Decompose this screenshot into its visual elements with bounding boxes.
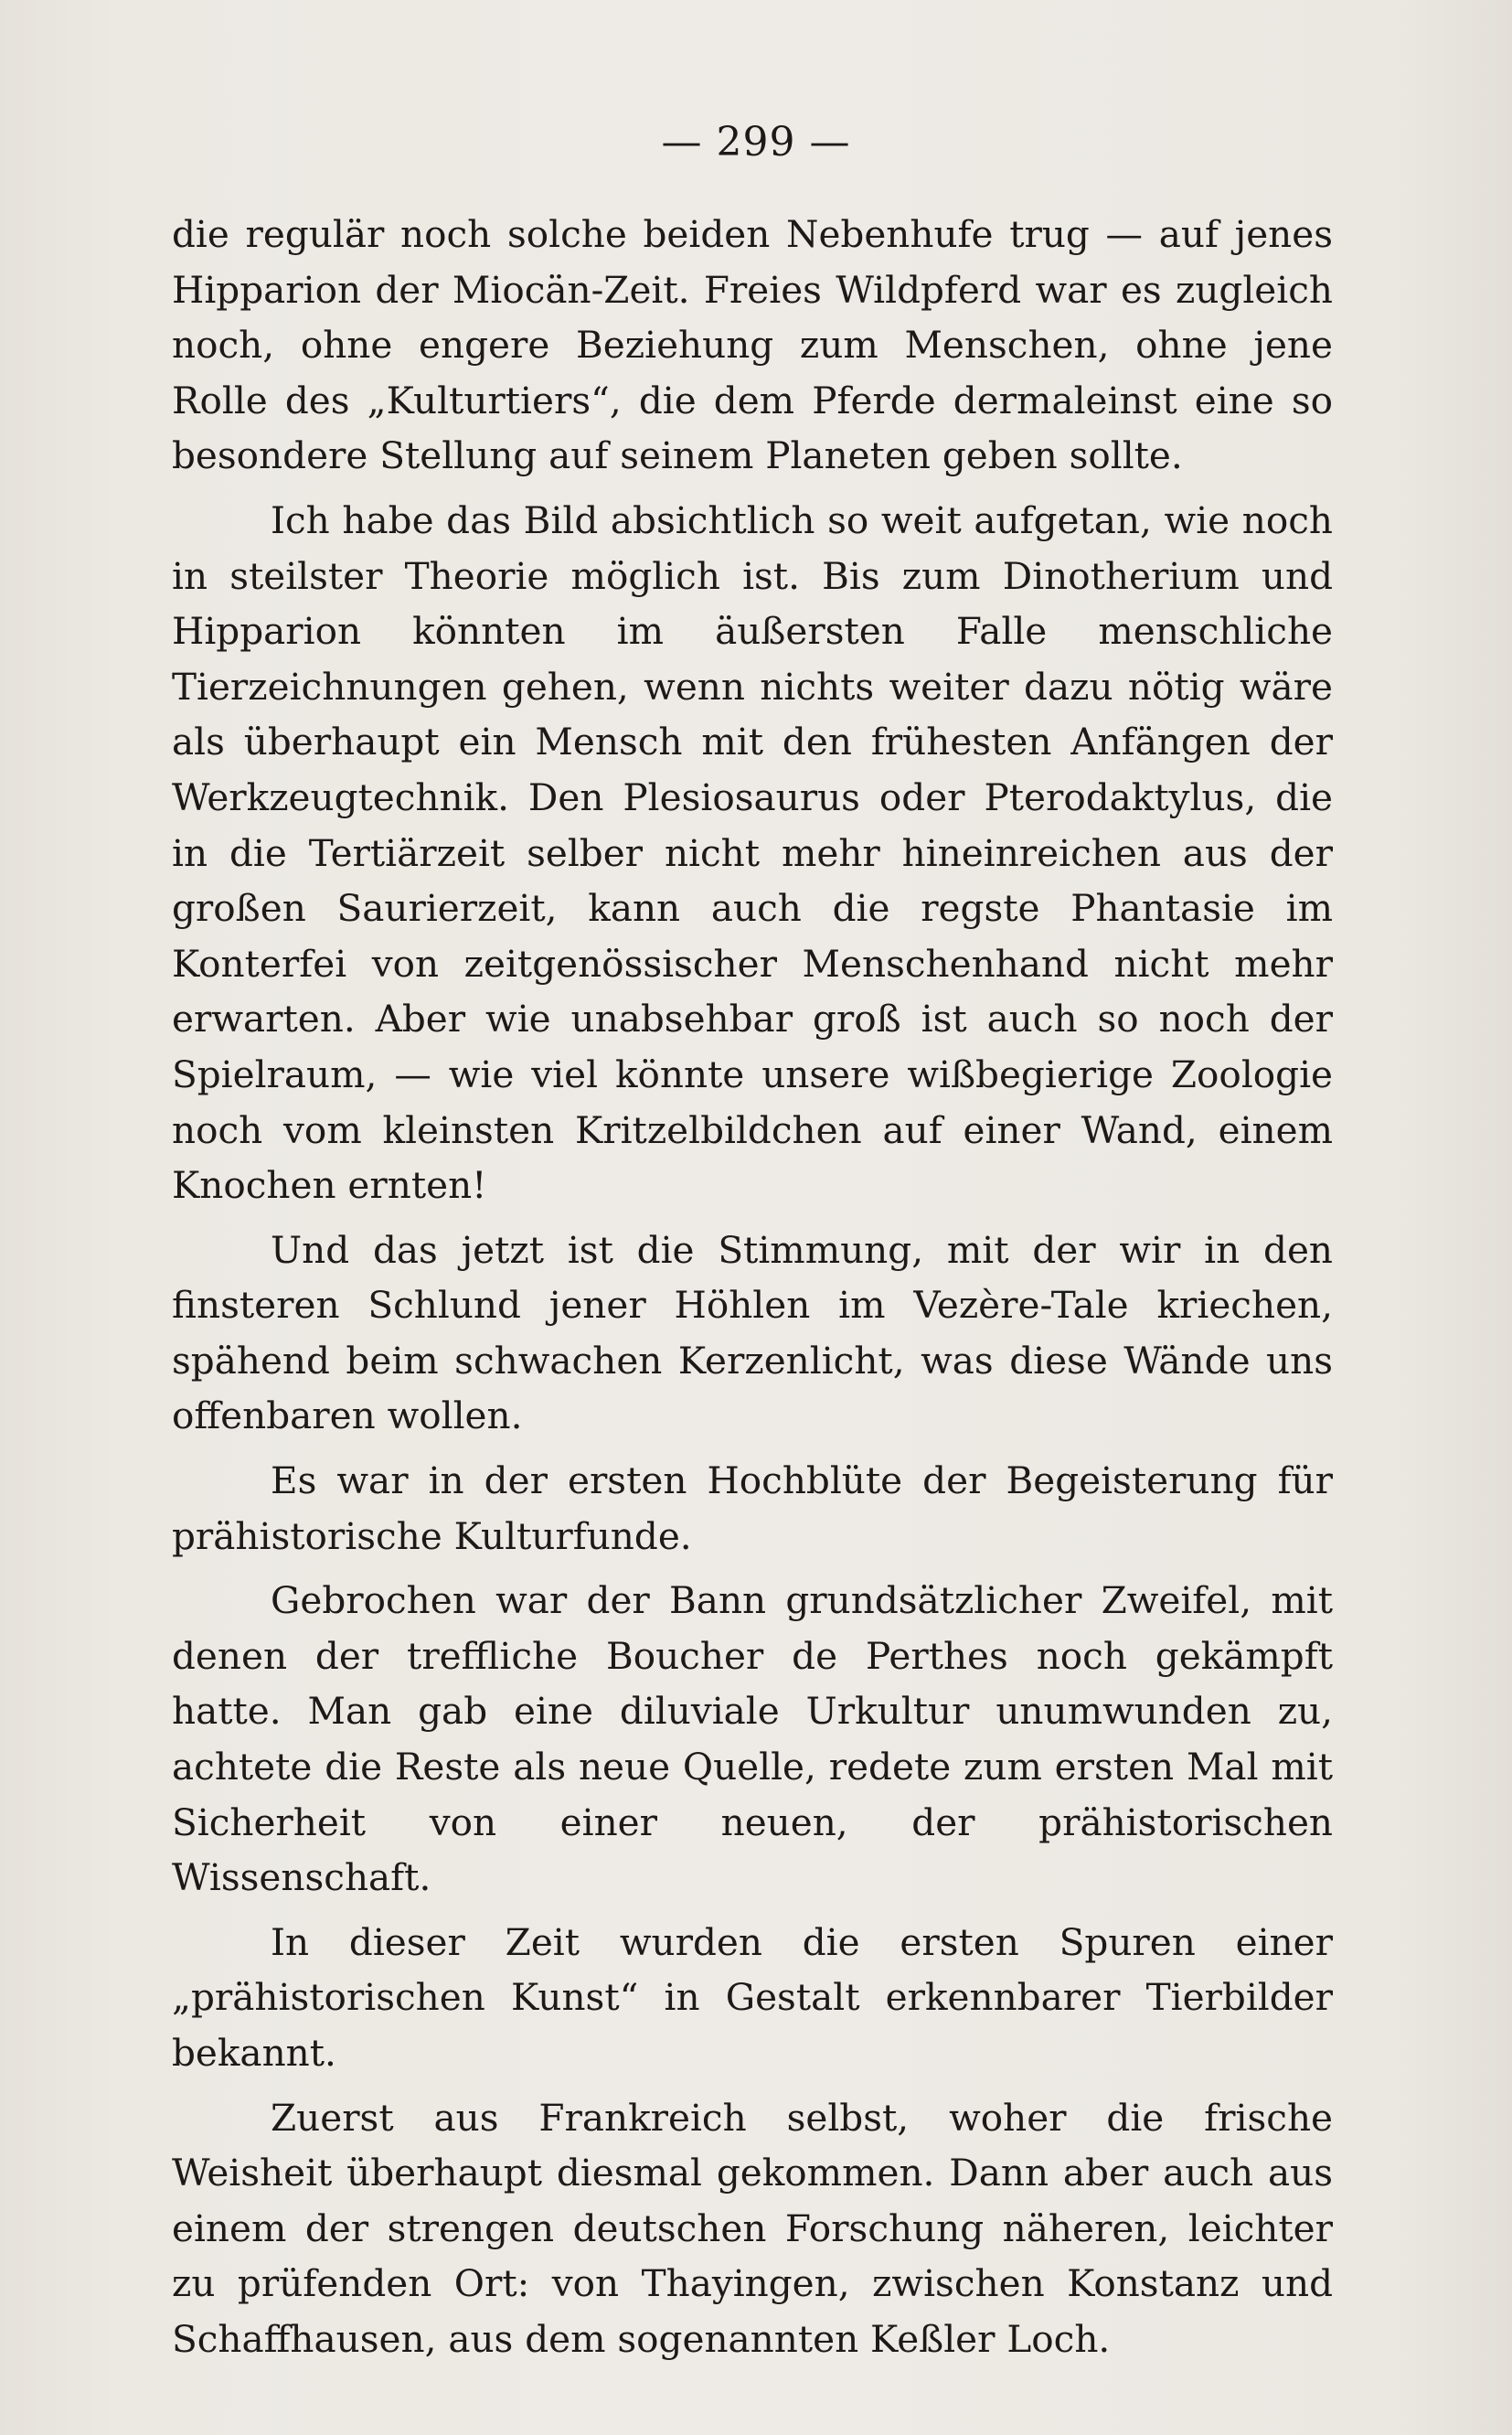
page-number: — 299 — [661, 119, 851, 166]
paragraph-2: Ich habe das Bild absichtlich so weit aufgetan, wie noch in steilster Theorie möglich ist. Bis zum Dinotherium und Hipparion könnten im äußersten Falle menschliche Tierzeichnungen gehen, wenn nichts weiter dazu nötig wäre als überhaupt ein Mensch mit den frühesten Anfängen der Werkzeugtechnik. Den Plesiosaurus oder Pterodaktylus, die in die Tertiärzeit selber nicht mehr hineinreichen aus der großen Saurierzeit, kann auch die regste Phantasie im Konterfei von zeitgenössischer Menschenhand nicht mehr erwarten. Aber wie unabsehbar groß ist auch so noch der Spielraum, — wie viel könnte unsere wißbegierige Zoologie noch vom kleinsten Kritzelbildchen auf einer Wand, einem Knochen ernten! [172, 497, 1333, 1208]
paragraph-7: Zuerst aus Frankreich selbst, woher die frische Weisheit überhaupt diesmal gekommen. Dann aber auch aus einem der strengen deutschen Forschung näheren, leichter zu prüfenden Ort: von Thayingen, zwischen Konstanz und Schaffhausen, aus dem sogenannten Keßler Loch. [172, 2095, 1333, 2361]
paragraph-4: Es war in der ersten Hochblüte der Begeisterung für prähistorische Kulturfunde. [172, 1458, 1333, 1558]
paragraph-5: Gebrochen war der Bann grundsätzlicher Zweifel, mit denen der treffliche Boucher de Perthes noch gekämpft hatte. Man gab eine diluviale Urkultur unumwunden zu, achtete die Reste als neue Quelle, redete zum ersten Mal mit Sicherheit von einer neuen, der prähistorischen Wissenschaft. [172, 1578, 1333, 1900]
paragraph-3: Und das jetzt ist die Stimmung, mit der wir in den finsteren Schlund jener Höhlen im Vezère-Tale kriechen, spähend beim schwachen Kerzenlicht, was diese Wände uns offenbaren wollen. [172, 1227, 1333, 1438]
paragraph-1: die regulär noch solche beiden Nebenhufe trug — auf jenes Hipparion der Miocän-Zeit. Freies Wildpferd war es zugleich noch, ohne engere Beziehung zum Menschen, ohne jene Rolle des „Kulturtiers“, die dem Pferde dermaleinst eine so besondere Stellung auf seinem Planeten geben sollte. [172, 212, 1333, 478]
paragraph-6: In dieser Zeit wurden die ersten Spuren einer „prähistorischen Kunst“ in Gestalt erkennbarer Tierbilder bekannt. [172, 1919, 1333, 2075]
body-text [172, 207, 1333, 2376]
